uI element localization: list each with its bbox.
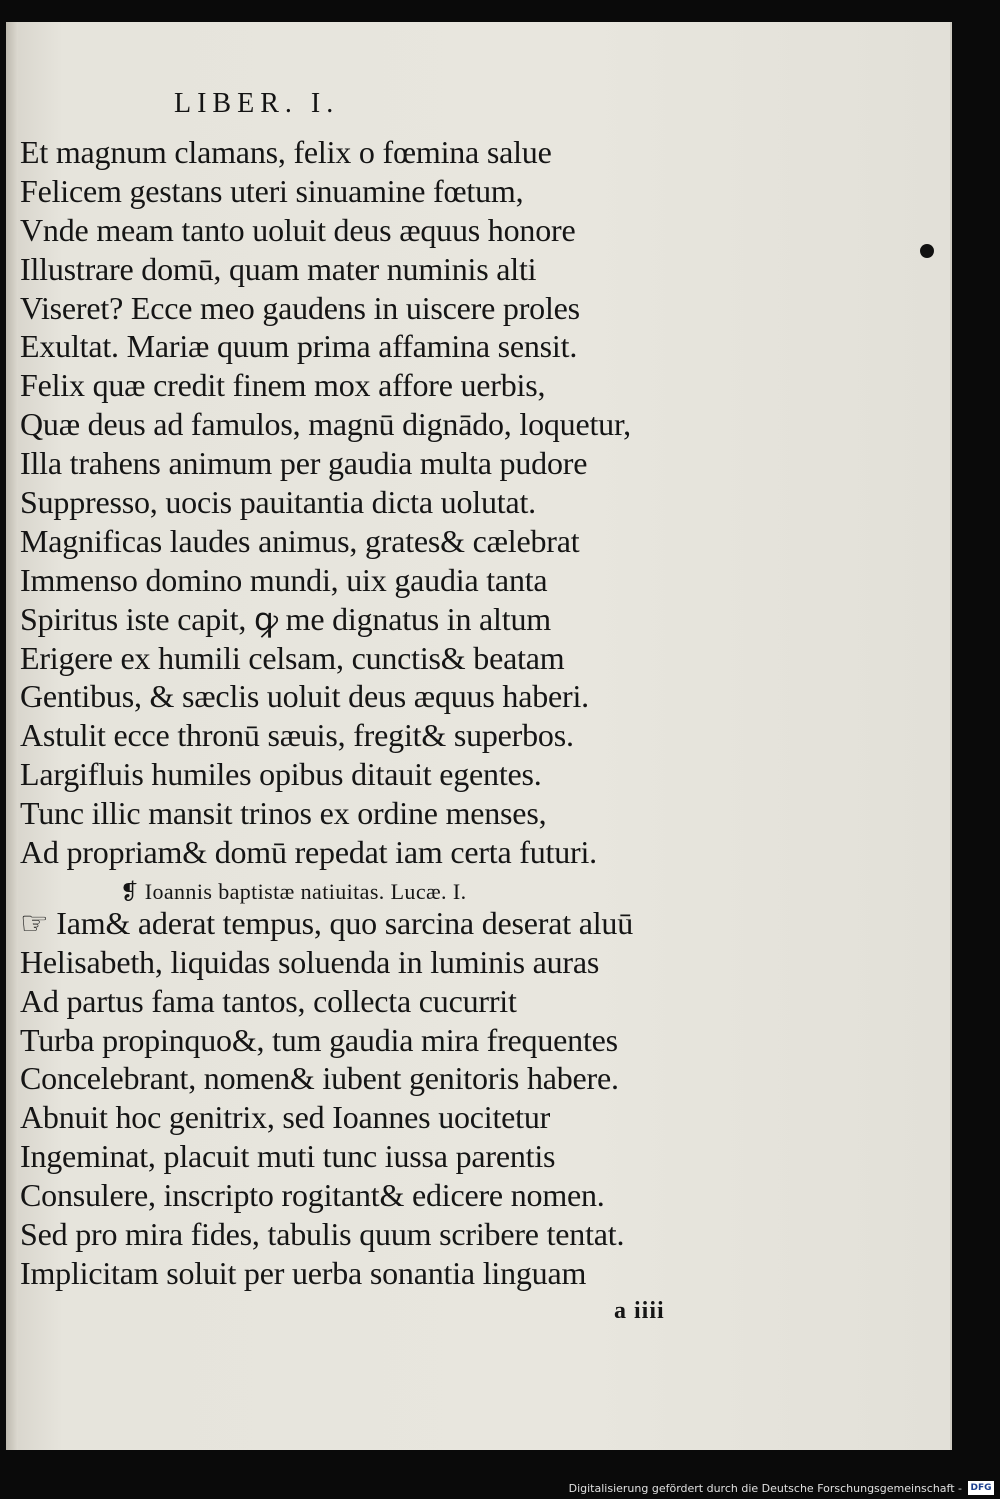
text-block [20,133,760,1293]
verse-line: Gentibus, & sæclis uoluit deus æquus haberi. [20,678,589,715]
verse-line: Tunc illic mansit trinos ex ordine menses, [20,795,547,832]
verse-line: ☞ Iam& aderat tempus, quo sarcina deserat aluū [20,904,634,941]
verse-line: Immenso domino mundi, uix gaudia tanta [20,561,548,598]
verse-line: Quæ deus ad famulos, magnū dignādo, loquetur, [20,406,631,443]
verse-line: Ad partus fama tantos, collecta cucurrit [20,982,517,1019]
footer-bar [0,1478,1000,1499]
book-page [6,22,952,1450]
ink-dot [920,244,934,258]
verse-line: Sed pro mira fides, tabulis quum scribere tentat. [20,1216,625,1253]
verse-line: Concelebrant, nomen& iubent genitoris habere. [20,1060,619,1097]
verse-line: Implicitam soluit per uerba sonantia linguam [20,1254,587,1291]
verse-line: Astulit ecce thronū sæuis, fregit& superbos. [20,717,574,754]
dfg-logo-icon: DFG [968,1481,994,1495]
verse-line: Exultat. Mariæ quum prima affamina sensit. [20,328,578,365]
verse-line: Spiritus iste capit, ꝙ me dignatus in altum [20,600,551,637]
verse-line: Erigere ex humili celsam, cunctis& beatam [20,639,565,676]
verse-line: Abnuit hoc genitrix, sed Ioannes uocitetur [20,1099,551,1136]
verse-line: Felicem gestans uteri sinuamine fœtum, [20,172,524,209]
section-heading: ❡ Ioannis baptistæ natiuitas. Lucæ. I. [120,878,467,904]
verse-line: Illustrare domū, quam mater numinis alti [20,250,537,287]
verse-line: Turba propinquo&, tum gaudia mira frequentes [20,1021,618,1058]
verse-line: Vnde meam tanto uoluit deus æquus honore [20,211,576,248]
verse-line: Magnificas laudes animus, grates& cælebrat [20,522,580,559]
verse-line: Illa trahens animum per gaudia multa pudore [20,445,588,482]
footer-credit: Digitalisierung gefördert durch die Deutsche Forschungsgemeinschaft - [568,1482,962,1495]
verse-line: Consulere, inscripto rogitant& edicere nomen. [20,1177,605,1214]
verse-line: Helisabeth, liquidas soluenda in luminis auras [20,943,600,980]
verse-line: Ad propriam& domū repedat iam certa futuri. [20,834,597,871]
verse-line: Ingeminat, placuit muti tunc iussa parentis [20,1138,556,1175]
verse-line: Et magnum clamans, felix o fœmina salue [20,134,552,170]
verse-line: Viseret? Ecce meo gaudens in uiscere proles [20,289,580,326]
running-head: LIBER. I. [174,88,340,119]
page-gutter [6,22,18,1450]
verse-line: Suppresso, uocis pauitantia dicta uolutat. [20,484,536,521]
verse-line: Largifluis humiles opibus ditauit egentes. [20,756,542,793]
signature-mark: a iiii [614,1298,665,1324]
verse-line: Felix quæ credit finem mox affore uerbis, [20,367,546,404]
